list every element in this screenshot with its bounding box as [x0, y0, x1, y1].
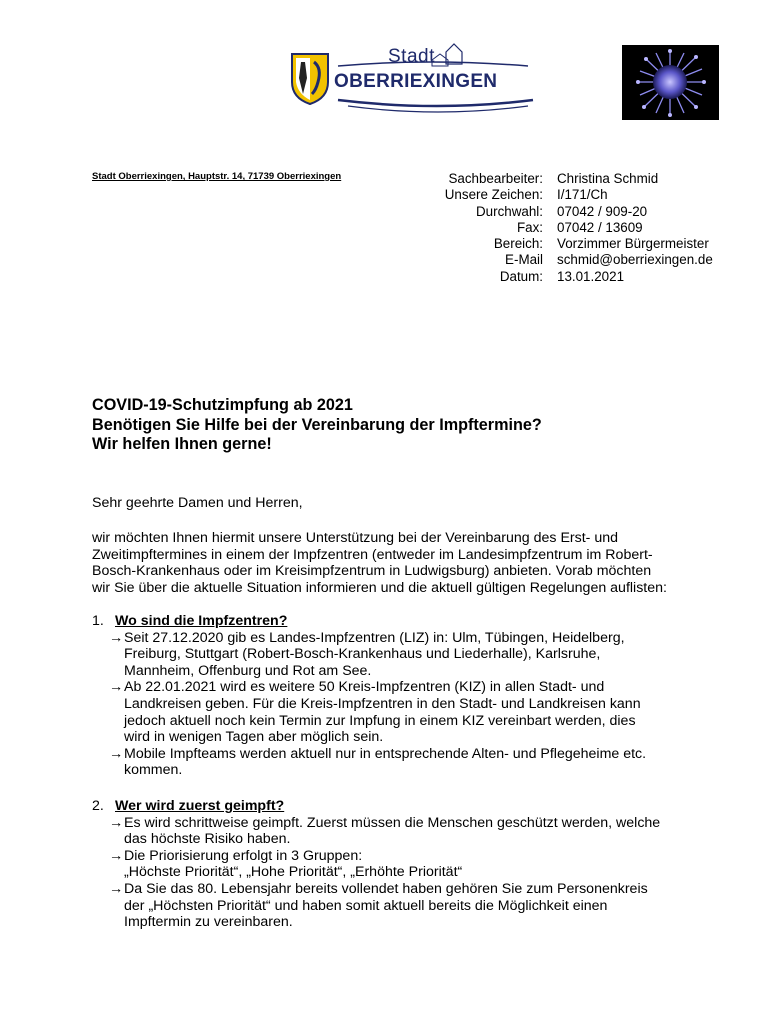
bullet-line: Mannheim, Offenburg und Rot am See.: [124, 662, 372, 679]
bullet-line: jedoch aktuell noch kein Termin zur Impfung in einem KIZ vereinbart werden, dies: [124, 712, 636, 729]
logo-stadt-text: Stadt: [388, 46, 435, 67]
bullet-line: der „Höchsten Priorität“ und haben somit aktuell bereits die Möglichkeit einen: [124, 897, 608, 914]
bullet-item: [109, 679, 732, 745]
bullet-text: [124, 815, 732, 848]
bullet-item: [109, 815, 732, 848]
info-row: [380, 236, 740, 252]
sender-address-line: Stadt Oberriexingen, Hauptstr. 14, 71739 Oberriexingen: [92, 171, 342, 182]
bullet-line: Impftermin zu vereinbaren.: [124, 914, 293, 931]
bullet-line: kommen.: [124, 762, 183, 779]
intro-line: wir Sie über die aktuelle Situation informieren und die aktuell gültigen Regelungen auflisten:: [92, 579, 667, 596]
title-line-1: COVID-19-Schutzimpfung ab 2021: [92, 396, 353, 414]
bullet-line: Die Priorisierung erfolgt in 3 Gruppen:: [124, 847, 363, 864]
bullet-line: Freiburg, Stuttgart (Robert-Bosch-Krankenhaus und Liederhalle), Karlsruhe,: [124, 646, 601, 663]
arrow-right-icon: →: [109, 745, 124, 762]
section-heading: [92, 798, 732, 815]
info-value: 07042 / 909-20: [557, 203, 648, 219]
bullet-line: Mobile Impfteams werden aktuell nur in entsprechende Alten- und Pflegeheime etc.: [124, 745, 647, 762]
section-heading: [92, 613, 732, 630]
section-impfzentren: [92, 613, 732, 779]
bullet-line: Seit 27.12.2020 gib es Landes-Impfzentren (LIZ) in: Ulm, Tübingen, Heidelberg,: [124, 629, 625, 646]
info-row: [380, 220, 740, 236]
bullet-line: „Höchste Priorität“, „Hohe Priorität“, „Erhöhte Priorität“: [124, 864, 463, 881]
info-label: E-Mail: [505, 252, 543, 268]
info-label: Datum:: [499, 268, 543, 284]
info-label: Durchwahl:: [476, 203, 543, 219]
bullet-item: [109, 881, 732, 931]
bullet-line: Es wird schrittweise geimpft. Zuerst müssen die Menschen geschützt werden, welche: [124, 814, 661, 831]
bullet-line: Ab 22.01.2021 wird es weitere 50 Kreis-Impfzentren (KIZ) in allen Stadt- und: [124, 679, 605, 696]
info-row: [380, 252, 740, 268]
info-row: [380, 171, 740, 187]
bullet-item: [109, 848, 732, 881]
bullet-text: [124, 679, 732, 745]
coronavirus-image: [622, 45, 719, 120]
section-title: Wer wird zuerst geimpft?: [115, 798, 285, 814]
section-number: 1.: [92, 613, 104, 629]
info-row: [380, 204, 740, 220]
intro-line: Bosch-Krankenhaus oder im Kreisimpfzentrum in Ludwigsburg) anbieten. Vorab möchten: [92, 563, 652, 580]
section-priorisierung: [92, 798, 732, 931]
info-row: [380, 269, 740, 285]
bullet-item: [109, 746, 732, 779]
info-value: schmid@oberriexingen.de: [557, 252, 713, 268]
virus-icon: [622, 45, 719, 120]
info-label: Unsere Zeichen:: [444, 187, 543, 203]
bullet-line: Landkreisen geben. Für die Kreis-Impfzentren in den Stadt- und Landkreisen kann: [124, 695, 641, 712]
arrow-right-icon: →: [109, 679, 124, 696]
section-number: 2.: [92, 798, 104, 814]
arrow-right-icon: →: [109, 847, 124, 864]
title-line-2: Benötigen Sie Hilfe bei der Vereinbarung der Impftermine?: [92, 415, 542, 434]
info-value: 07042 / 13609: [557, 219, 643, 235]
intro-line: Zweitimpftermines in einem der Impfzentren (entweder im Landesimpfzentrum im Robert-: [92, 546, 653, 563]
arrow-right-icon: →: [109, 880, 124, 897]
info-value: Christina Schmid: [557, 171, 659, 186]
bullet-text: [124, 848, 732, 881]
arrow-right-icon: →: [109, 814, 124, 831]
intro-paragraph: [92, 530, 732, 596]
bullet-item: [109, 630, 732, 680]
intro-line: wir möchten Ihnen hiermit unsere Unterstützung bei der Vereinbarung des Erst- und: [92, 530, 619, 546]
bullet-text: [124, 630, 732, 680]
section-title: Wo sind die Impfzentren?: [115, 613, 288, 629]
title-line-3: Wir helfen Ihnen gerne!: [92, 435, 272, 453]
bullet-text: [124, 881, 732, 931]
bullet-line: wird in wenigen Tagen aber möglich sein.: [124, 729, 384, 746]
logo-name-text: OBERRIEXINGEN: [334, 71, 498, 92]
info-row: [380, 187, 740, 203]
letter-title: [92, 396, 542, 455]
city-logo: [288, 38, 543, 118]
info-label: Fax:: [516, 219, 543, 235]
info-label: Sachbearbeiter:: [448, 171, 543, 186]
contact-info-block: [380, 171, 740, 285]
salutation: Sehr geehrte Damen und Herren,: [92, 495, 303, 511]
info-label: Bereich:: [493, 236, 543, 252]
bullet-line: das höchste Risiko haben.: [124, 831, 291, 848]
bullet-line: Da Sie das 80. Lebensjahr bereits vollendet haben gehören Sie zum Personenkreis: [124, 880, 648, 897]
info-value: I/171/Ch: [557, 187, 608, 203]
bullet-text: [124, 746, 732, 779]
info-value: 13.01.2021: [557, 268, 625, 284]
info-value: Vorzimmer Bürgermeister: [557, 236, 709, 252]
arrow-right-icon: →: [109, 629, 124, 646]
